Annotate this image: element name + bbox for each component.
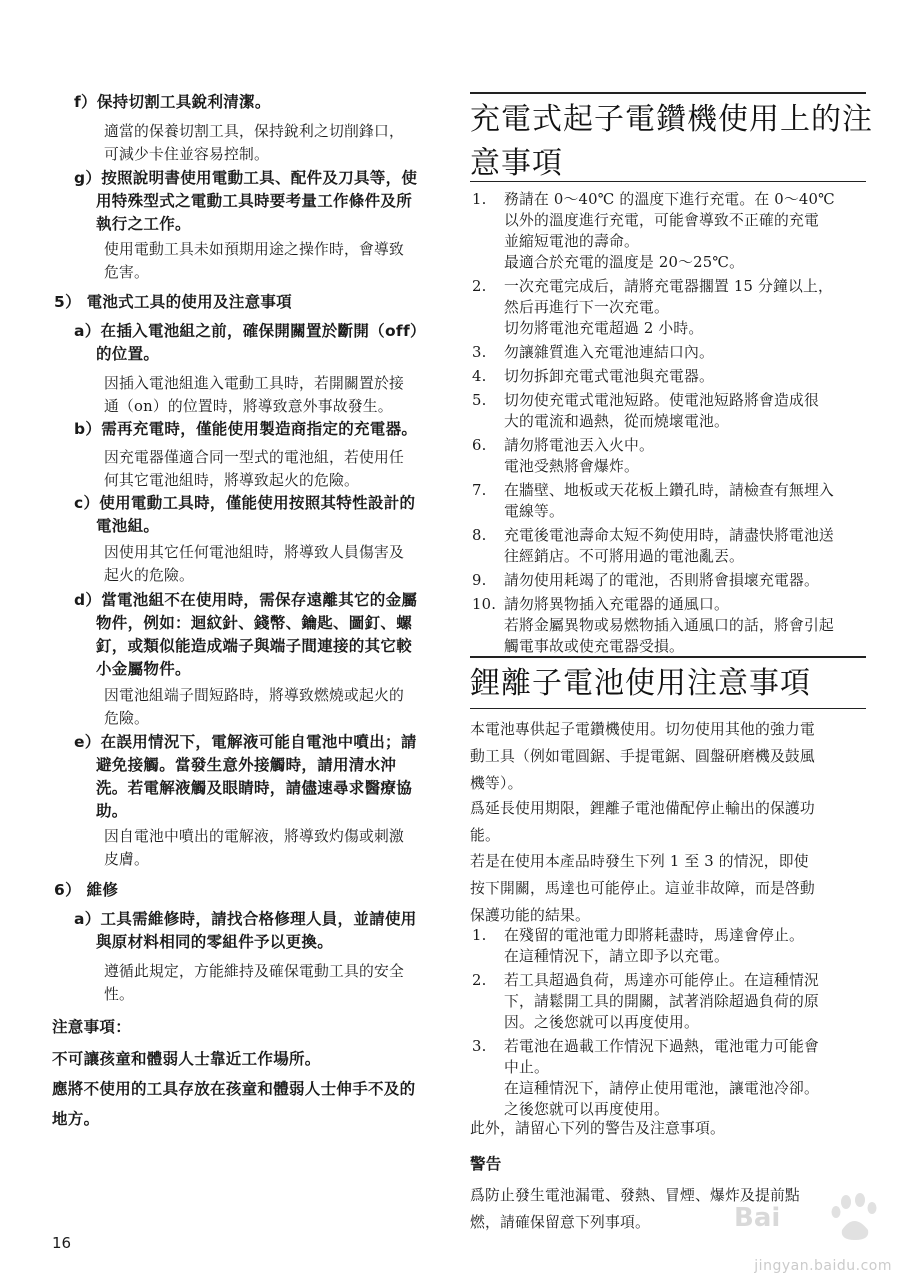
list-item-number: 2. — [472, 972, 487, 989]
list-item-number: 8. — [472, 527, 487, 544]
list-item-line: 然后再進行下一次充電。 — [504, 299, 669, 316]
section-title-charging: 充電式起子電鑽機使用上的注 意事項 — [470, 102, 873, 181]
list-item-number: 3. — [472, 344, 487, 361]
list-item-line: 務請在 0～40℃ 的溫度下進行充電。在 0～40℃ — [504, 191, 835, 208]
list-item-line: 請勿使用耗竭了的電池，否則將會損壞充電器。 — [504, 572, 819, 589]
baidu-paw-watermark-icon — [734, 1190, 884, 1246]
lithium-intro-1: 本電池專供起子電鑽機使用。切勿使用其他的強力電 動工具（例如電圓鋸、手提電鋸、圓盤研磨機及鼓風 機等）。 — [470, 721, 815, 792]
list-item-line: 若將金屬異物或易燃物插入通風口的話，將會引起 — [504, 617, 834, 634]
list-item-line: 若電池在過載工作情況下過熱，電池電力可能會 — [504, 1038, 819, 1055]
item-f-title: f）保持切割工具銳利清潔。 — [74, 93, 271, 111]
notice-text: 不可讓孩童和體弱人士靠近工作場所。 應將不使用的工具存放在孩童和體弱人士伸手不及的 地方。 — [52, 1050, 416, 1128]
list-item-number: 6. — [472, 437, 487, 454]
list-item-line: 一次充電完成后，請將充電器擱置 15 分鐘以上， — [504, 278, 833, 295]
warning-text: 爲防止發生電池漏電、發熱、冒煙、爆炸及提前點 燃，請確保留意下列事項。 — [470, 1187, 800, 1231]
list-item-line: 電池受熱將會爆炸。 — [504, 458, 639, 475]
list-item-line: 在這種情況下，請立即予以充電。 — [504, 948, 729, 965]
item-5a-title: a）在插入電池組之前，確保開關置於斷開（off） 的位置。 — [74, 322, 426, 363]
list-item-line: 請勿將異物插入充電器的通風口。 — [504, 596, 729, 613]
list-item-line: 之後您就可以再度使用。 — [504, 1101, 669, 1118]
list-item-number: 1. — [472, 191, 487, 208]
list-item-line: 切勿使充電式電池短路。使電池短路將會造成很 — [504, 392, 819, 409]
item-g-title: g）按照說明書使用電動工具、配件及刀具等，使 用特殊型式之電動工具時要考量工作條件及所 執行之工作。 — [74, 169, 418, 233]
list-item-line: 若工具超過負荷，馬達亦可能停止。在這種情況 — [504, 972, 819, 989]
list-item-line: 切勿拆卸充電式電池與充電器。 — [504, 368, 714, 385]
list-item-line: 充電後電池壽命太短不夠使用時，請盡快將電池送 — [504, 527, 834, 544]
list-item-number: 3. — [472, 1038, 487, 1055]
item-6a-title: a）工具需維修時，請找合格修理人員，並請使用 與原材料相同的零組件予以更換。 — [74, 910, 417, 951]
list-item-line: 在牆壁、地板或天花板上鑽孔時，請檢查有無埋入 — [504, 482, 834, 499]
list-item-number: 5. — [472, 392, 487, 409]
list-item-line: 大的電流和過熱，從而燒壞電池。 — [504, 413, 729, 430]
list-item-number: 4. — [472, 368, 487, 385]
item-5e-title: e）在誤用情況下，電解液可能自電池中噴出；請 避免接觸。當發生意外接觸時，請用清水沖 洗。若電解液觸及眼睛時，請儘速尋求醫療協 助。 — [74, 733, 417, 820]
list-item-number: 2. — [472, 278, 487, 295]
lithium-intro-3: 若是在使用本產品時發生下列 1 至 3 的情況，即使 按下開關，馬達也可能停止。這並非故障，而是啓動 保護功能的結果。 — [470, 853, 815, 924]
list-item-line: 並縮短電池的壽命。 — [504, 233, 639, 250]
list-item-number: 10. — [472, 596, 497, 613]
title1-top-rule — [470, 92, 866, 94]
list-item-line: 勿讓雜質進入充電池連結口內。 — [504, 344, 714, 361]
item-5b-body: 因充電器僅適合同一型式的電池組，若使用任 何其它電池組時，將導致起火的危險。 — [104, 449, 404, 489]
item-g-body: 使用電動工具未如預期用途之操作時，會導致 危害。 — [104, 241, 404, 281]
list-item-number: 1. — [472, 927, 487, 944]
notice-heading: 注意事項： — [52, 1018, 132, 1036]
list-item-line: 在殘留的電池電力即將耗盡時，馬達會停止。 — [504, 927, 804, 944]
title2-top-rule — [470, 656, 866, 658]
item-5e-body: 因自電池中噴出的電解液，將導致灼傷或刺激 皮膚。 — [104, 828, 404, 868]
item-5b-title: b）需再充電時，僅能使用製造商指定的充電器。 — [74, 420, 418, 438]
list-item-line: 以外的溫度進行充電，可能會導致不正確的充電 — [504, 212, 819, 229]
watermark-text: jingyan.baidu.com — [754, 1258, 892, 1274]
list-item-line: 電線等。 — [504, 503, 564, 520]
list-item-line: 在這種情況下，請停止使用電池，讓電池冷卻。 — [504, 1080, 819, 1097]
title1-bottom-rule — [470, 181, 866, 182]
list-item-line: 最適合於充電的溫度是 20～25℃。 — [504, 254, 745, 271]
svg-text:Bai: Bai — [734, 1203, 781, 1233]
list-item-number: 7. — [472, 482, 487, 499]
section-title-lithium: 鋰離子電池使用注意事項 — [470, 666, 811, 701]
warning-heading: 警告 — [470, 1155, 502, 1173]
list-item-line: 中止。 — [504, 1059, 549, 1076]
lithium-intro-2: 爲延長使用期限，鋰離子電池備配停止輸出的保護功 能。 — [470, 800, 815, 844]
section-5-heading: 5） 電池式工具的使用及注意事項 — [54, 293, 292, 311]
page-number: 16 — [52, 1234, 72, 1252]
item-5d-body: 因電池組端子間短路時，將導致燃燒或起火的 危險。 — [104, 687, 404, 727]
list-item-line: 下，請鬆開工具的開關，試著消除超過負荷的原 — [504, 993, 819, 1010]
list-item-line: 切勿將電池充電超過 2 小時。 — [504, 320, 704, 337]
list-item-line: 因。之後您就可以再度使用。 — [504, 1014, 699, 1031]
after-note: 此外，請留心下列的警告及注意事項。 — [470, 1120, 725, 1137]
list-item-line: 往經銷店。不可將用過的電池亂丟。 — [504, 548, 744, 565]
item-f-body: 適當的保養切割工具，保持銳利之切削鋒口， 可減少卡住並容易控制。 — [104, 123, 404, 163]
list-item-number: 9. — [472, 572, 487, 589]
item-5a-body: 因插入電池組進入電動工具時，若開關置於接 通（on）的位置時，將導致意外事故發生。 — [104, 375, 404, 415]
item-5d-title: d）當電池組不在使用時，需保存遠離其它的金屬 物件，例如：迴紋針、錢幣、鑰匙、圖釘、螺 釘，或類似能造成端子與端子間連接的其它較 小金屬物件。 — [74, 591, 418, 678]
title2-bottom-rule — [470, 708, 866, 709]
list-item-line: 觸電事故或使充電器受損。 — [504, 638, 684, 655]
item-5c-body: 因使用其它任何電池組時，將導致人員傷害及 起火的危險。 — [104, 544, 404, 584]
item-5c-title: c）使用電動工具時，僅能使用按照其特性設計的 電池組。 — [74, 494, 416, 535]
section-6-heading: 6） 維修 — [54, 881, 119, 899]
item-6a-body: 遵循此規定，方能維持及確保電動工具的安全 性。 — [104, 963, 404, 1003]
list-item-line: 請勿將電池丟入火中。 — [504, 437, 654, 454]
